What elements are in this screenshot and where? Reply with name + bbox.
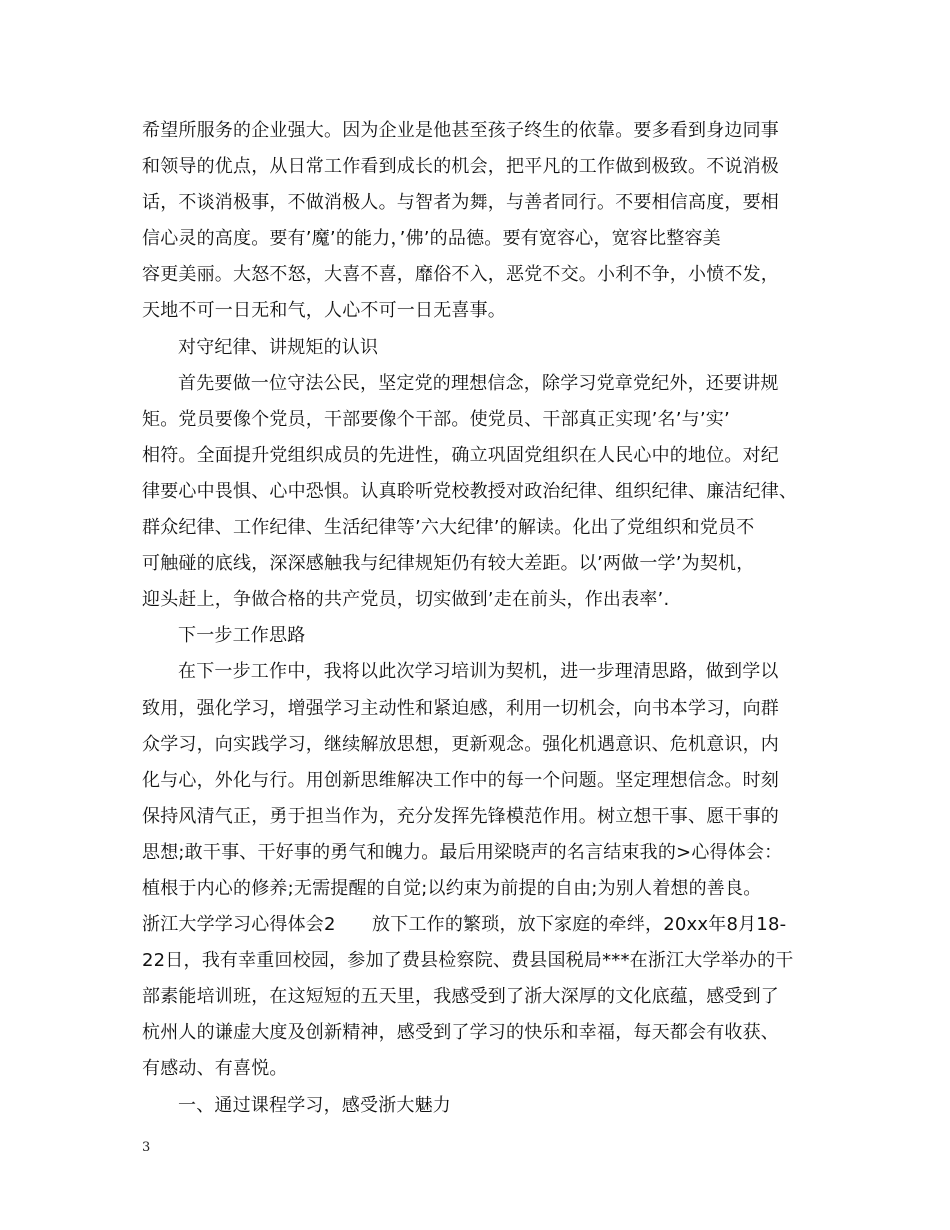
text-line: 和领导的优点，从日常工作看到成长的机会，把平凡的工作做到极致。不说消极	[142, 156, 779, 178]
text-line: 思想;敢干事、干好事的勇气和魄力。最后用梁晓声的名言结束我的>心得体会：	[142, 841, 783, 863]
text-line: 保持风清气正，勇于担当作为，充分发挥先锋模范作用。树立想干事、愿干事的	[142, 805, 779, 827]
text-line: 话，不谈消极事，不做消极人。与智者为舞，与善者同行。不要相信高度，要相	[142, 192, 779, 214]
text-line: 在下一步工作中，我将以此次学习培训为契机，进一步理清思路，做到学以	[178, 661, 779, 683]
text-line: 迎头赶上，争做合格的共产党员，切实做到’走在前头，作出表率’.	[142, 589, 670, 611]
text-line: 容更美丽。大怒不怒，大喜不喜，靡俗不入，恶党不交。小利不争，小愤不发，	[142, 264, 779, 286]
text-line: 杭州人的谦虚大度及创新精神，感受到了学习的快乐和幸福，每天都会有收获、	[142, 1022, 779, 1044]
text-line: 可触碰的底线，深深感触我与纪律规矩仍有较大差距。以’两做一学’为契机，	[142, 553, 755, 575]
text-line: 希望所服务的企业强大。因为企业是他甚至孩子终生的依靠。要多看到身边同事	[142, 120, 779, 141]
text-line: 化与心，外化与行。用创新思维解决工作中的每一个问题。坚定理想信念。时刻	[142, 769, 779, 791]
page-number: 3	[142, 1140, 151, 1155]
text-line: 群众纪律、工作纪律、生活纪律等’六大纪律’的解读。化出了党组织和党员不	[142, 517, 755, 539]
text-line: 对守纪律、讲规矩的认识	[178, 336, 379, 358]
text-line: 浙江大学学习心得体会2 放下工作的繁琐，放下家庭的牵绊，20xx年8月18-	[142, 914, 787, 936]
text-line: 众学习，向实践学习，继续解放思想，更新观念。强化机遇意识、危机意识，内	[142, 733, 779, 755]
text-line: 天地不可一日无和气，人心不可一日无喜事。	[142, 300, 506, 322]
text-line: 植根于内心的修养;无需提醒的自觉;以约束为前提的自由;为别人着想的善良。	[142, 877, 762, 899]
text-line: 下一步工作思路	[178, 625, 306, 647]
text-line: 律要心中畏惧、心中恐惧。认真聆听党校教授对政治纪律、组织纪律、廉洁纪律、	[142, 480, 798, 502]
text-line: 部素能培训班，在这短短的五天里，我感受到了浙大深厚的文化底蕴，感受到了	[142, 986, 779, 1008]
text-line: 一、通过课程学习，感受浙大魅力	[178, 1094, 451, 1116]
document-body	[142, 113, 832, 1124]
text-line: 矩。党员要像个党员，干部要像个干部。使党员、干部真正实现’名’与’实’	[142, 408, 730, 430]
text-line: 有感动、有喜悦。	[142, 1058, 288, 1080]
text-line: 首先要做一位守法公民，坚定党的理想信念，除学习党章党纪外，还要讲规	[178, 372, 779, 394]
text-line: 相符。全面提升党组织成员的先进性，确立巩固党组织在人民心中的地位。对纪	[142, 444, 779, 466]
text-line: 信心灵的高度。要有’魔’的能力，’佛’的品德。要有宽容心，宽容比整容美	[142, 228, 721, 250]
text-line: 22日，我有幸重回校园，参加了费县检察院、费县国税局***在浙江大学举办的干	[142, 950, 794, 972]
text-line: 致用，强化学习，增强学习主动性和紧迫感，利用一切机会，向书本学习，向群	[142, 697, 779, 719]
